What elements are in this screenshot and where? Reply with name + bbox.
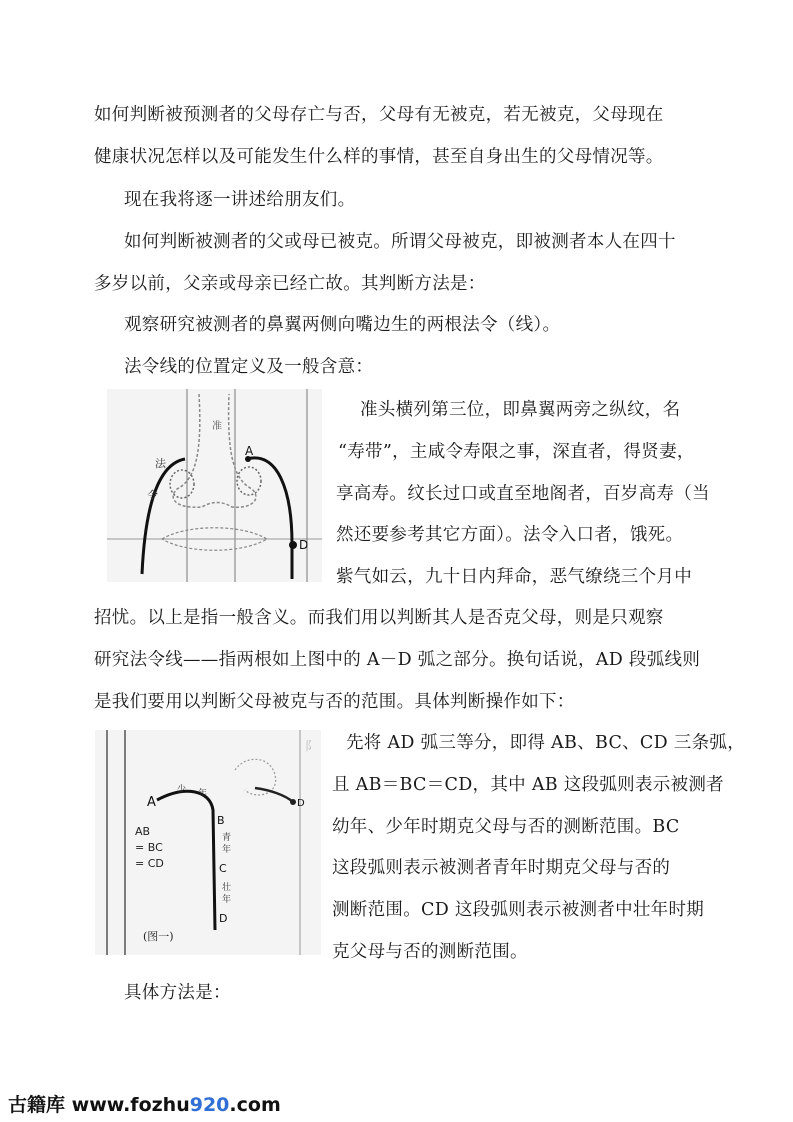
text-line: 先将 AD 弧三等分，即得 AB、BC、CD 三条弧， [346,733,746,753]
fig1-label-d: D [299,538,309,552]
text-line: 观察研究被测者的鼻翼两侧向嘴边生的两根法令（线）。 [124,315,561,335]
fig1-label-a: A [245,444,254,458]
text-line: 现在我将逐一讲述给朋友们。 [124,190,356,210]
site-url-suffix: .com [229,1094,281,1116]
svg-text:阝: 阝 [305,739,318,753]
text-line: 健康状况怎样以及可能发生什么样的事情，甚至自身出生的父母情况等。 [94,147,664,167]
site-name: 古籍库 [8,1094,66,1116]
text-line: 如何判断被预测者的父母存亡与否，父母有无被克，若无被克，父母现在 [94,105,664,125]
text-line: 具体方法是： [124,983,231,1003]
arc-division-figure [95,730,321,955]
fig2-label: 少 [177,785,187,795]
fig2-eq: = BC [135,841,163,854]
text-line: 幼年、少年时期克父母与否的测断范围。BC [332,817,680,837]
text-line: 然还要参考其它方面）。法令入口者，饿死。 [336,525,684,545]
text-line: 多岁以前，父亲或母亲已经亡故。其判断方法是： [94,274,486,294]
site-url-prefix: www.fozhu [71,1094,190,1116]
fig2-label: 年 [198,789,208,799]
fig2-label: 青 [222,833,232,843]
text-line: 享高寿。纹长过口或直至地阁者，百岁高寿（当 [336,484,710,504]
text-line: “寿带”，主咸令寿限之事，深直者，得贤妻， [338,442,695,462]
fig2-caption: (图一) [143,930,174,943]
text-line: 是我们要用以判断父母被克与否的范围。具体判断操作如下： [94,692,575,712]
text-line: 法令线的位置定义及一般含意： [124,357,374,377]
fig1-label: 令 [147,489,158,502]
fig2-label-a: A [147,795,156,810]
text-line: 如何判断被测者的父或母已被克。所谓父母被克，即被测者本人在四十 [124,232,676,252]
text-line: 招忧。以上是指一般含义。而我们用以判断其人是否克父母，则是只观察 [94,608,664,628]
text-line: 准头横列第三位，即鼻翼两旁之纵纹，名 [360,400,681,420]
fig2-label-c: C [219,862,227,875]
fig1-label: 准 [212,421,222,432]
fig1-label: 法 [155,457,166,470]
fig2-label-d: D [219,912,228,925]
text-line: 研究法令线——指两根如上图中的 A－D 弧之部分。换句话说，AD 段弧线则 [94,650,701,670]
fig2-label: 年 [222,845,232,855]
text-line: 紫气如云，九十日内拜命，恶气缭绕三个月中 [336,567,692,587]
fig2-label: 年 [222,895,232,905]
text-line: 测断范围。CD 这段弧则表示被测者中壮年时期 [332,900,705,920]
site-url-number: 920 [189,1094,230,1116]
svg-text:D: D [297,798,305,809]
fig2-label: 壮 [222,883,232,893]
fig2-eq: AB [135,825,151,838]
face-diagram-figure [107,389,322,582]
text-line: 克父母与否的测断范围。 [332,942,528,962]
fig2-eq: = CD [135,857,164,870]
fig2-label-b: B [217,814,225,827]
site-watermark [8,1090,281,1117]
text-line: 且 AB＝BC＝CD，其中 AB 这段弧则表示被测者 [332,775,724,795]
text-line: 这段弧则表示被测者青年时期克父母与否的 [332,858,671,878]
